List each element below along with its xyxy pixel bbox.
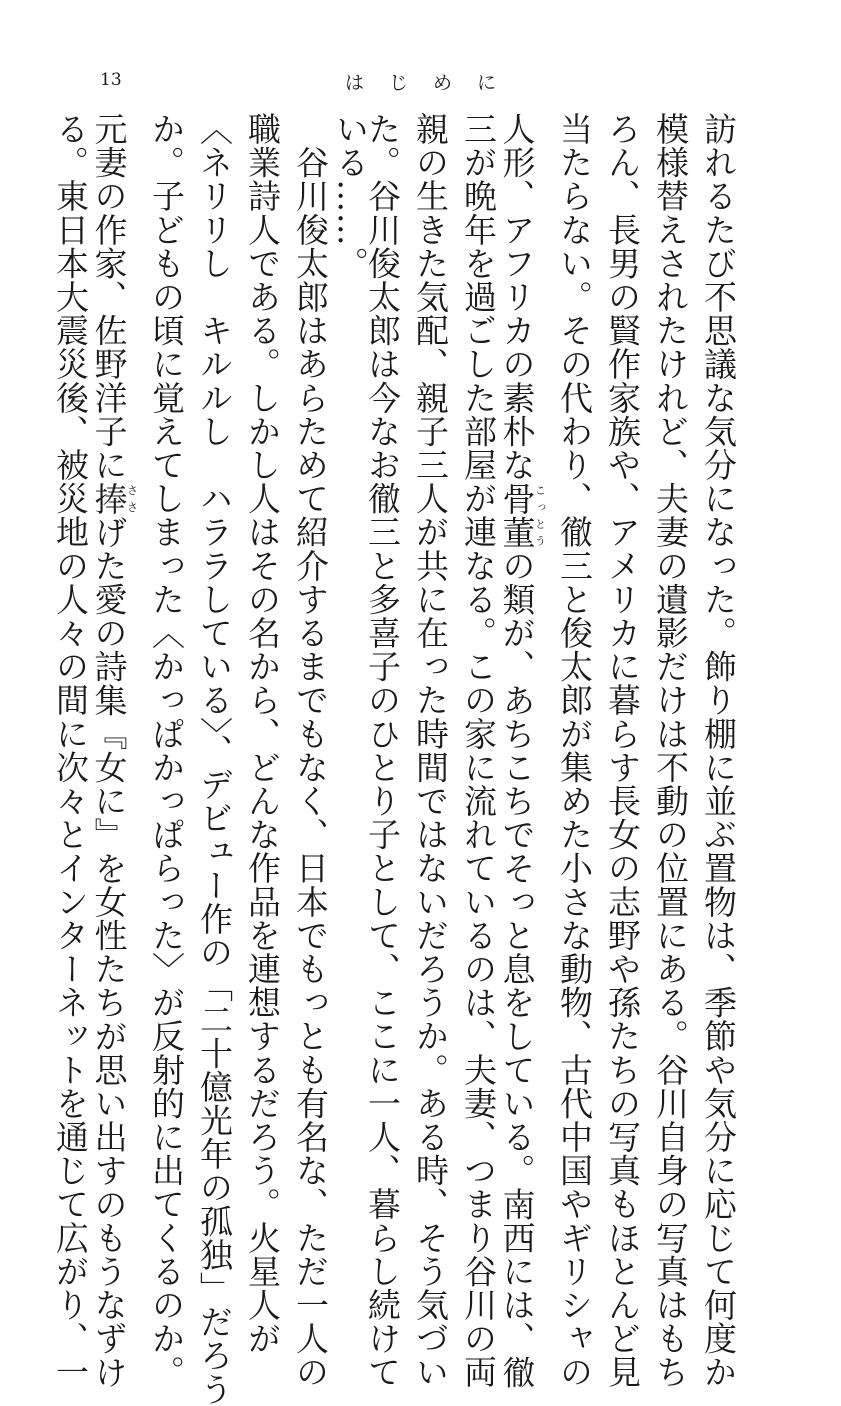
text-line: ろん、長男の賢作家族や、アメリカに暮らす長女の志野や孫たちの写真もほとんど見 xyxy=(603,112,642,1389)
ruby-sasa xyxy=(89,481,139,516)
ruby-kotto xyxy=(497,481,547,549)
text-line: 職業詩人である。しかし人はその名から、どんな作品を連想するだろう。火星人が xyxy=(243,112,282,1356)
text-line: 元妻の作家、佐野洋子に捧ささげた愛の詩集『女に』を女性たちが思い出すのもうなずけ xyxy=(89,112,139,1389)
text-line: 親の生きた気配、親子三人が共に在った時間ではないだろうか。ある時、そう気づい xyxy=(411,112,450,1389)
ruby-reading: こっとう xyxy=(533,481,547,549)
text-line: 訪れるたび不思議な気分になった。飾り棚に並ぶ置物は、季節や気分に応じて何度か xyxy=(699,112,738,1389)
ruby-base: 捧 xyxy=(89,481,129,516)
text-line: 三が晩年を過ごした部屋が連なる。この家に流れているのは、夫妻、つまり谷川の両 xyxy=(459,112,498,1389)
running-title: はじめに xyxy=(345,72,522,94)
text-line: いる……。 xyxy=(331,112,370,280)
text-line: る。東日本大震災後、被災地の人々の間に次々とインターネットを通じて広がり、一 xyxy=(51,112,90,1389)
text-line: 〈ネリリし キルルし ハララしている〉、デビュー作の「二十億光年の孤独」だろう xyxy=(195,112,234,1406)
text-line: か。子どもの頃に覚えてしまった〈かっぱかっぱらった〉が反射的に出てくるのか。 xyxy=(147,112,186,1389)
text-line: 模様替えされたけれど、夫妻の遺影だけは不動の位置にある。谷川自身の写真はもち xyxy=(651,112,690,1389)
text-line: 人形、アフリカの素朴な骨董こっとうの類が、あちこちでそっと息をしている。南西には、徹 xyxy=(497,112,547,1389)
text-line: 当たらない。その代わり、徹三と俊太郎が集めた小さな動物、古代中国やギリシャの xyxy=(555,112,594,1389)
ruby-reading: ささ xyxy=(125,481,139,516)
ruby-base: 骨董 xyxy=(497,481,537,549)
text-line: た。谷川俊太郎は今なお徹三と多喜子のひとり子として、ここに一人、暮らし続けて xyxy=(363,112,402,1389)
page-number: 13 xyxy=(100,70,122,90)
text-line: 谷川俊太郎はあらためて紹介するまでもなく、日本でもっとも有名な、ただ一人の xyxy=(291,112,330,1389)
